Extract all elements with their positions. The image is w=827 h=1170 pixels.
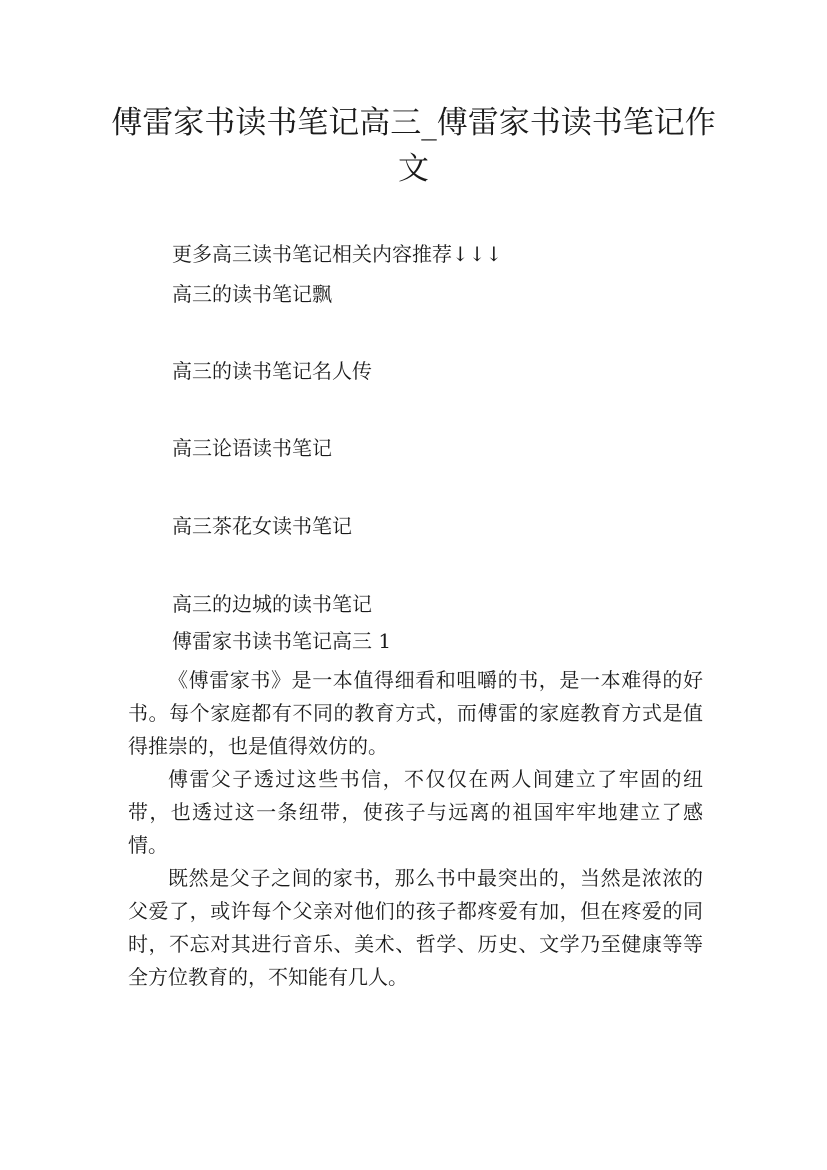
recommend-link-5[interactable]: 高三的边城的读书笔记	[172, 592, 372, 616]
recommend-heading: 更多高三读书笔记相关内容推荐↓↓↓	[172, 242, 503, 266]
recommend-link-2[interactable]: 高三的读书笔记名人传	[172, 359, 372, 383]
section-heading: 傅雷家书读书笔记高三 1	[172, 629, 392, 653]
recommend-link-1[interactable]: 高三的读书笔记飘	[172, 282, 332, 306]
paragraph-2: 傅雷父子透过这些书信，不仅仅在两人间建立了牢固的纽带，也透过这一条纽带，使孩子与远离的祖国牢牢地建立了感情。	[128, 767, 703, 857]
paragraph-3: 既然是父子之间的家书，那么书中最突出的，当然是浓浓的父爱了，或许每个父亲对他们的孩子都疼爱有加，但在疼爱的同时，不忘对其进行音乐、美术、哲学、历史、文学乃至健康等等全方位教育的，不知能有几人。	[128, 866, 703, 989]
recommend-link-4[interactable]: 高三茶花女读书笔记	[172, 514, 352, 538]
article-body	[128, 664, 703, 994]
paragraph-1: 《傅雷家书》是一本值得细看和咀嚼的书，是一本难得的好书。每个家庭都有不同的教育方式，而傅雷的家庭教育方式是值得推崇的，也是值得效仿的。	[128, 668, 703, 758]
document-title: 傅雷家书读书笔记高三_傅雷家书读书笔记作文	[111, 105, 716, 187]
recommend-link-3[interactable]: 高三论语读书笔记	[172, 436, 332, 460]
